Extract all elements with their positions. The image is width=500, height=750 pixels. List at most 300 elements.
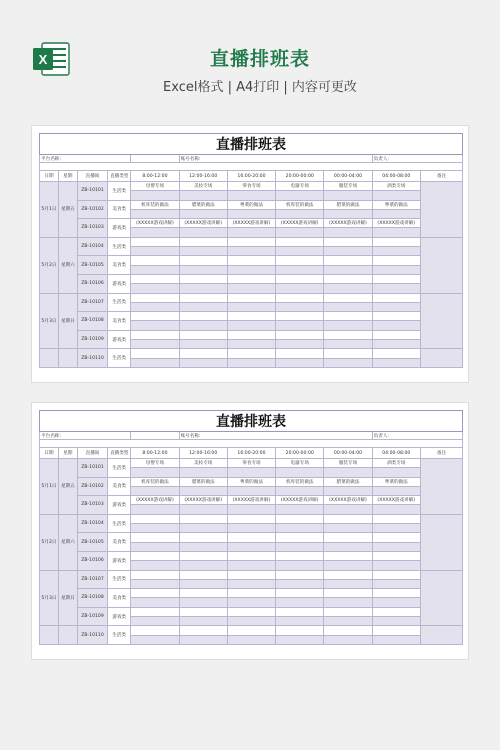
slot-cell <box>227 209 275 218</box>
table-row <box>40 570 463 579</box>
slot-cell: 电器专场 <box>276 459 324 468</box>
room-type-cell: 生活类 <box>108 237 131 256</box>
column-header: 直播类型 <box>108 448 131 459</box>
table-row <box>40 237 463 246</box>
slot-cell <box>227 340 275 349</box>
slot-cell <box>276 321 324 330</box>
slot-cell <box>131 293 179 302</box>
slot-cell: (XXXXX游戏讲解) <box>372 219 420 228</box>
slot-cell <box>179 561 227 570</box>
slot-cell <box>372 579 420 588</box>
room-id-cell: ZB-10105 <box>77 256 107 275</box>
slot-cell <box>372 570 420 579</box>
room-type-cell: 生活类 <box>108 182 131 201</box>
slot-cell: 机库装的做法 <box>131 477 179 486</box>
slot-cell <box>276 561 324 570</box>
slot-cell <box>324 626 372 635</box>
room-id-cell: ZB-10104 <box>77 514 107 533</box>
slot-cell <box>179 274 227 283</box>
slot-cell: 母婴专场 <box>131 459 179 468</box>
slot-cell <box>276 542 324 551</box>
room-type-cell: 生活类 <box>108 293 131 312</box>
weekday-cell: 星期日 <box>58 293 77 349</box>
slot-cell <box>131 524 179 533</box>
table-row <box>40 477 463 486</box>
slot-cell <box>324 302 372 311</box>
column-header: 20:00-00:00 <box>276 171 324 182</box>
slot-cell: 服装专场 <box>324 182 372 191</box>
slot-cell <box>276 486 324 495</box>
slot-cell: 机库装的做法 <box>276 200 324 209</box>
room-id-cell: ZB-10108 <box>77 312 107 331</box>
slot-cell <box>276 598 324 607</box>
slot-cell <box>324 209 372 218</box>
slot-cell <box>324 284 372 293</box>
table-row <box>40 293 463 302</box>
table-row <box>40 514 463 523</box>
slot-cell <box>227 626 275 635</box>
slot-cell <box>372 284 420 293</box>
slot-cell <box>276 505 324 514</box>
slot-cell <box>324 265 372 274</box>
column-header: 星期 <box>58 448 77 459</box>
slot-cell: 腊菜的做法 <box>179 477 227 486</box>
column-header: 16:00-20:00 <box>227 448 275 459</box>
room-id-cell: ZB-10109 <box>77 607 107 626</box>
slot-cell <box>324 330 372 339</box>
table-row <box>40 330 463 339</box>
table-row <box>40 496 463 505</box>
slot-cell <box>131 617 179 626</box>
slot-cell <box>372 468 420 477</box>
slot-cell <box>179 514 227 523</box>
weekday-cell <box>58 626 77 645</box>
slot-cell <box>131 237 179 246</box>
slot-cell <box>131 635 179 644</box>
slot-cell <box>179 505 227 514</box>
slot-cell: 零食专场 <box>227 459 275 468</box>
slot-cell <box>131 589 179 598</box>
slot-cell <box>324 635 372 644</box>
slot-cell <box>276 358 324 367</box>
slot-cell <box>179 617 227 626</box>
slot-cell <box>227 486 275 495</box>
slot-cell <box>372 617 420 626</box>
platform-label: 平台名称: <box>40 432 131 440</box>
column-header: 日期 <box>40 171 59 182</box>
slot-cell <box>372 228 420 237</box>
slot-cell <box>276 340 324 349</box>
column-header: 00:00-04:00 <box>324 448 372 459</box>
sheet-title: 直播排班表 <box>40 134 463 155</box>
slot-cell <box>372 237 420 246</box>
slot-cell <box>372 274 420 283</box>
slot-cell <box>227 330 275 339</box>
slot-cell <box>324 579 372 588</box>
slot-cell <box>179 209 227 218</box>
slot-cell <box>276 349 324 358</box>
slot-cell <box>276 209 324 218</box>
room-id-cell: ZB-10110 <box>77 626 107 645</box>
slot-cell <box>179 191 227 200</box>
sheet-preview-1 <box>31 125 469 383</box>
slot-cell: (XXXXX游戏讲解) <box>131 219 179 228</box>
slot-cell <box>179 293 227 302</box>
slot-cell <box>324 228 372 237</box>
slot-cell <box>227 589 275 598</box>
table-row <box>40 551 463 560</box>
date-cell: 5月1日 <box>40 182 59 238</box>
svg-text:X: X <box>38 52 48 67</box>
slot-cell <box>131 247 179 256</box>
date-cell <box>40 626 59 645</box>
slot-cell <box>131 321 179 330</box>
slot-cell: (XXXXX游戏讲解) <box>179 496 227 505</box>
slot-cell <box>324 524 372 533</box>
slot-cell <box>179 228 227 237</box>
owner-label: 负责人: <box>372 155 462 163</box>
slot-cell <box>324 542 372 551</box>
slot-cell <box>179 579 227 588</box>
slot-cell <box>372 486 420 495</box>
slot-cell <box>179 635 227 644</box>
owner-label: 负责人: <box>372 432 462 440</box>
room-id-cell: ZB-10103 <box>77 219 107 238</box>
column-header: 8:00-12:00 <box>131 171 179 182</box>
slot-cell <box>372 505 420 514</box>
sheet-title: 直播排班表 <box>40 411 463 432</box>
slot-cell <box>372 321 420 330</box>
remark-cell <box>420 570 462 626</box>
table-row <box>40 182 463 191</box>
slot-cell <box>179 598 227 607</box>
schedule-table <box>39 410 463 645</box>
slot-cell: 粤菜的做法 <box>372 477 420 486</box>
slot-cell <box>179 284 227 293</box>
column-header: 12:00-16:00 <box>179 171 227 182</box>
slot-cell <box>227 561 275 570</box>
slot-cell: (XXXXX游戏讲解) <box>227 496 275 505</box>
slot-cell: 零食专场 <box>227 182 275 191</box>
column-header: 8:00-12:00 <box>131 448 179 459</box>
slot-cell <box>131 607 179 616</box>
table-row <box>40 533 463 542</box>
slot-cell <box>276 302 324 311</box>
slot-cell <box>276 237 324 246</box>
room-type-cell: 游戏类 <box>108 496 131 515</box>
slot-cell <box>324 191 372 200</box>
account-label: 账号名称: <box>179 155 372 163</box>
slot-cell <box>227 617 275 626</box>
slot-cell: (XXXXX游戏讲解) <box>372 496 420 505</box>
slot-cell <box>227 293 275 302</box>
slot-cell <box>179 312 227 321</box>
slot-cell <box>227 524 275 533</box>
slot-cell: 机库装的做法 <box>276 477 324 486</box>
slot-cell <box>276 191 324 200</box>
remark-cell <box>420 182 462 238</box>
slot-cell <box>227 514 275 523</box>
room-type-cell: 游戏类 <box>108 274 131 293</box>
slot-cell <box>227 468 275 477</box>
room-type-cell: 生活类 <box>108 626 131 645</box>
table-row <box>40 589 463 598</box>
slot-cell: (XXXXX游戏讲解) <box>324 496 372 505</box>
slot-cell <box>276 228 324 237</box>
slot-cell <box>227 321 275 330</box>
remark-cell <box>420 514 462 570</box>
table-row <box>40 274 463 283</box>
slot-cell: 美妆专场 <box>179 459 227 468</box>
slot-cell <box>131 598 179 607</box>
room-type-cell: 游戏类 <box>108 219 131 238</box>
slot-cell <box>227 237 275 246</box>
room-type-cell: 美食类 <box>108 477 131 496</box>
slot-cell <box>276 551 324 560</box>
slot-cell <box>131 330 179 339</box>
room-id-cell: ZB-10101 <box>77 182 107 201</box>
slot-cell <box>227 579 275 588</box>
slot-cell: 粤菜的做法 <box>372 200 420 209</box>
slot-cell <box>227 191 275 200</box>
slot-cell <box>131 579 179 588</box>
remark-cell <box>420 349 462 368</box>
slot-cell <box>131 533 179 542</box>
slot-cell <box>324 237 372 246</box>
slot-cell <box>131 284 179 293</box>
slot-cell <box>372 256 420 265</box>
slot-cell <box>372 607 420 616</box>
slot-cell <box>324 321 372 330</box>
platform-label: 平台名称: <box>40 155 131 163</box>
slot-cell <box>179 302 227 311</box>
slot-cell <box>276 284 324 293</box>
account-label: 账号名称: <box>179 432 372 440</box>
slot-cell <box>324 551 372 560</box>
slot-cell <box>227 533 275 542</box>
slot-cell <box>324 293 372 302</box>
slot-cell <box>324 514 372 523</box>
slot-cell <box>372 340 420 349</box>
remark-cell <box>420 626 462 645</box>
room-id-cell: ZB-10102 <box>77 200 107 219</box>
slot-cell <box>179 533 227 542</box>
slot-cell <box>372 561 420 570</box>
table-row <box>40 626 463 635</box>
slot-cell <box>131 561 179 570</box>
slot-cell <box>179 330 227 339</box>
slot-cell: 服装专场 <box>324 459 372 468</box>
weekday-cell: 星期六 <box>58 237 77 293</box>
sheet-preview-2 <box>31 402 469 660</box>
slot-cell <box>227 349 275 358</box>
slot-cell <box>276 524 324 533</box>
column-header: 备注 <box>420 171 462 182</box>
slot-cell <box>324 256 372 265</box>
table-row <box>40 219 463 228</box>
slot-cell <box>179 468 227 477</box>
slot-cell <box>324 340 372 349</box>
slot-cell <box>179 256 227 265</box>
slot-cell: 粤菜的做法 <box>227 200 275 209</box>
slot-cell <box>227 570 275 579</box>
column-header: 00:00-04:00 <box>324 171 372 182</box>
slot-cell <box>179 237 227 246</box>
column-header: 日期 <box>40 448 59 459</box>
slot-cell <box>179 340 227 349</box>
slot-cell <box>179 358 227 367</box>
slot-cell <box>276 468 324 477</box>
slot-cell <box>324 349 372 358</box>
slot-cell <box>131 256 179 265</box>
slot-cell <box>227 247 275 256</box>
slot-cell <box>131 486 179 495</box>
slot-cell <box>131 191 179 200</box>
platform-value <box>131 432 179 440</box>
slot-cell <box>372 191 420 200</box>
slot-cell <box>131 514 179 523</box>
column-header: 直播间 <box>77 448 107 459</box>
column-header: 备注 <box>420 448 462 459</box>
slot-cell <box>276 626 324 635</box>
weekday-cell: 星期五 <box>58 459 77 515</box>
slot-cell <box>179 589 227 598</box>
slot-cell <box>179 486 227 495</box>
room-id-cell: ZB-10107 <box>77 293 107 312</box>
slot-cell <box>227 635 275 644</box>
room-id-cell: ZB-10106 <box>77 274 107 293</box>
weekday-cell: 星期五 <box>58 182 77 238</box>
slot-cell: (XXXXX游戏讲解) <box>131 496 179 505</box>
room-type-cell: 生活类 <box>108 349 131 368</box>
room-type-cell: 美食类 <box>108 533 131 552</box>
slot-cell <box>276 607 324 616</box>
page-header <box>0 0 500 118</box>
slot-cell <box>372 312 420 321</box>
slot-cell <box>131 626 179 635</box>
date-cell: 5月2日 <box>40 514 59 570</box>
room-type-cell: 游戏类 <box>108 330 131 349</box>
page-subtitle: Excel格式 | A4打印 | 内容可更改 <box>163 80 357 95</box>
slot-cell <box>276 330 324 339</box>
date-cell: 5月1日 <box>40 459 59 515</box>
weekday-cell: 星期日 <box>58 570 77 626</box>
slot-cell <box>372 524 420 533</box>
slot-cell <box>372 542 420 551</box>
slot-cell <box>372 514 420 523</box>
slot-cell <box>131 302 179 311</box>
slot-cell <box>131 468 179 477</box>
slot-cell <box>372 589 420 598</box>
slot-cell <box>276 256 324 265</box>
slot-cell <box>324 598 372 607</box>
room-id-cell: ZB-10105 <box>77 533 107 552</box>
slot-cell <box>324 570 372 579</box>
slot-cell <box>227 265 275 274</box>
slot-cell <box>372 598 420 607</box>
slot-cell <box>227 607 275 616</box>
slot-cell <box>276 589 324 598</box>
slot-cell: (XXXXX游戏讲解) <box>276 219 324 228</box>
schedule-table <box>39 133 463 368</box>
table-row <box>40 459 463 468</box>
slot-cell: 母婴专场 <box>131 182 179 191</box>
slot-cell <box>227 598 275 607</box>
slot-cell: (XXXXX游戏讲解) <box>324 219 372 228</box>
room-type-cell: 美食类 <box>108 256 131 275</box>
slot-cell <box>179 321 227 330</box>
column-header-row <box>40 448 463 459</box>
slot-cell: 腊菜的做法 <box>324 200 372 209</box>
slot-cell <box>179 349 227 358</box>
slot-cell <box>227 505 275 514</box>
slot-cell <box>276 247 324 256</box>
slot-cell <box>372 551 420 560</box>
slot-cell <box>324 505 372 514</box>
table-row <box>40 200 463 209</box>
slot-cell <box>179 626 227 635</box>
slot-cell: 电器专场 <box>276 182 324 191</box>
slot-cell <box>131 274 179 283</box>
slot-cell <box>324 468 372 477</box>
spacer-row <box>40 163 463 171</box>
slot-cell <box>276 570 324 579</box>
slot-cell <box>372 209 420 218</box>
column-header: 星期 <box>58 171 77 182</box>
slot-cell <box>372 293 420 302</box>
slot-cell: 机库装的做法 <box>131 200 179 209</box>
slot-cell <box>131 570 179 579</box>
slot-cell <box>227 228 275 237</box>
schedule-table-container <box>39 133 463 384</box>
room-id-cell: ZB-10101 <box>77 459 107 478</box>
column-header: 12:00-16:00 <box>179 448 227 459</box>
room-type-cell: 游戏类 <box>108 551 131 570</box>
room-id-cell: ZB-10104 <box>77 237 107 256</box>
column-header: 20:00-00:00 <box>276 448 324 459</box>
room-type-cell: 生活类 <box>108 570 131 589</box>
slot-cell <box>131 551 179 560</box>
column-header: 04:00-08:00 <box>372 448 420 459</box>
slot-cell <box>227 302 275 311</box>
room-type-cell: 美食类 <box>108 589 131 608</box>
slot-cell <box>324 247 372 256</box>
slot-cell <box>372 302 420 311</box>
slot-cell <box>179 265 227 274</box>
room-id-cell: ZB-10109 <box>77 330 107 349</box>
room-id-cell: ZB-10102 <box>77 477 107 496</box>
slot-cell <box>131 340 179 349</box>
slot-cell <box>276 274 324 283</box>
slot-cell <box>324 358 372 367</box>
slot-cell <box>179 524 227 533</box>
column-header-row <box>40 171 463 182</box>
slot-cell <box>227 358 275 367</box>
room-type-cell: 游戏类 <box>108 607 131 626</box>
remark-cell <box>420 293 462 349</box>
column-header: 直播间 <box>77 171 107 182</box>
room-id-cell: ZB-10106 <box>77 551 107 570</box>
slot-cell <box>179 570 227 579</box>
slot-cell: 美妆专场 <box>179 182 227 191</box>
slot-cell <box>324 274 372 283</box>
slot-cell <box>131 312 179 321</box>
slot-cell <box>131 349 179 358</box>
slot-cell <box>276 533 324 542</box>
slot-cell <box>227 542 275 551</box>
room-type-cell: 生活类 <box>108 459 131 478</box>
slot-cell: 粤菜的做法 <box>227 477 275 486</box>
